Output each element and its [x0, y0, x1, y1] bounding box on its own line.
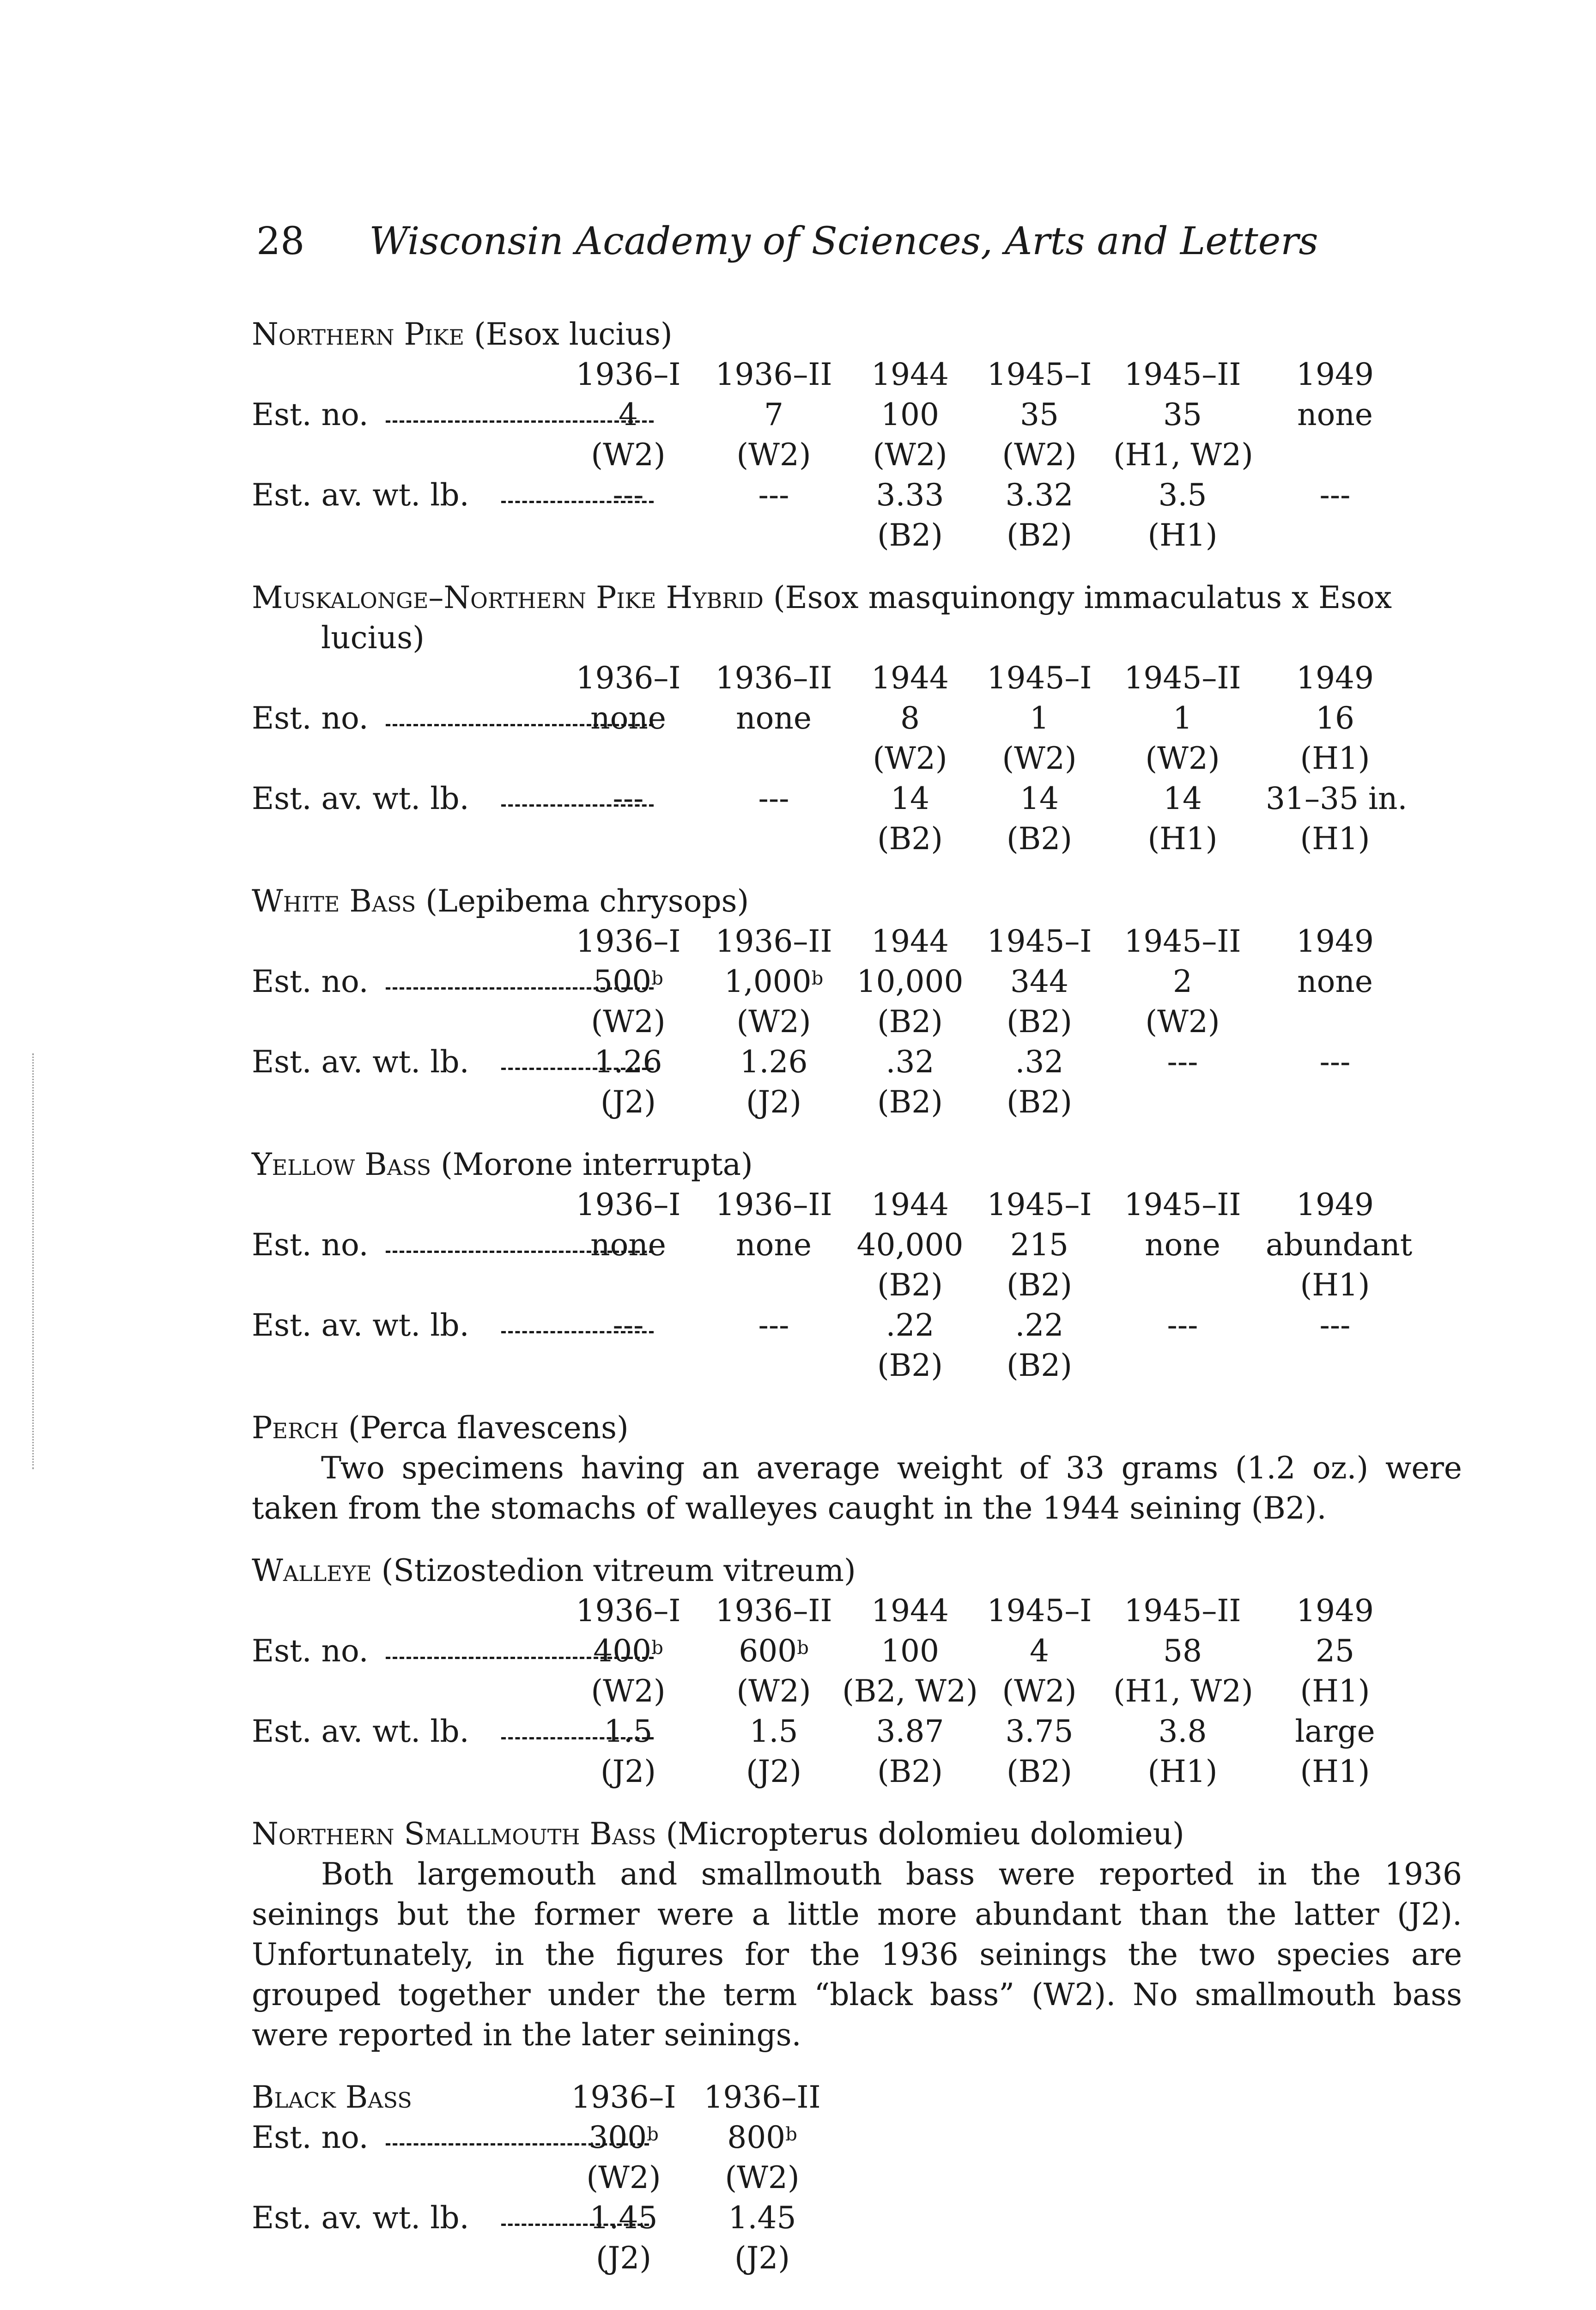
table-cell: (B2) — [877, 517, 943, 553]
column-header: 1945–II — [1124, 660, 1241, 696]
table-row — [252, 778, 1462, 819]
column-header: 1944 — [871, 1187, 949, 1222]
section-title — [252, 881, 1462, 921]
row-label: Est. av. wt. lb. — [252, 477, 469, 513]
table-cell: 215 — [1010, 1227, 1068, 1263]
row-label: Est. no. — [252, 1227, 369, 1263]
table-row — [252, 2238, 1462, 2278]
table-cell: (W2) — [591, 1004, 666, 1040]
table-cell: none — [1145, 1227, 1220, 1263]
table-cell: 800$^b$ — [727, 2120, 797, 2155]
table-row — [252, 1002, 1462, 1042]
table-cell: --- — [758, 781, 789, 816]
footnote-mark: b — [811, 968, 824, 989]
species-name: Yellow Bass — [252, 1147, 431, 1182]
column-header: 1944 — [871, 1593, 949, 1629]
data-table — [252, 921, 1462, 1122]
column-header-row — [252, 354, 1462, 395]
table-cell: (B2) — [1007, 821, 1072, 857]
table-cell: 31–35 in. — [1266, 781, 1408, 816]
species-name: Walleye — [252, 1553, 372, 1588]
table-row — [252, 2158, 1462, 2198]
table-cell: (J2) — [746, 1084, 801, 1120]
table-cell: --- — [1319, 477, 1351, 513]
species-name: Muskalonge–Northern Pike Hybrid — [252, 580, 764, 615]
table-cell: .32 — [1015, 1044, 1064, 1080]
column-header: 1944 — [871, 660, 949, 696]
footnote-mark: b — [651, 968, 663, 989]
paragraph — [252, 1854, 1462, 2055]
table-cell: large — [1295, 1714, 1375, 1749]
table-row — [252, 395, 1462, 435]
table-row — [252, 1711, 1462, 1751]
column-header: 1936–I — [576, 924, 681, 959]
table-cell: 100 — [881, 397, 939, 432]
footnote-mark: b — [797, 1637, 809, 1659]
column-header: 1949 — [1296, 924, 1374, 959]
table-cell: (B2, W2) — [842, 1673, 978, 1709]
row-label: Est. no. — [252, 700, 369, 736]
footnote-mark: b — [785, 2124, 797, 2145]
table-cell: 4 — [1030, 1633, 1049, 1669]
table-cell: 58 — [1163, 1633, 1202, 1669]
section-title — [252, 1144, 1462, 1185]
table-cell: (W2) — [736, 1004, 811, 1040]
table-cell: 1.26 — [594, 1044, 662, 1080]
page-number: 28 — [256, 219, 305, 263]
table-row — [252, 738, 1462, 778]
data-table — [252, 354, 1462, 555]
species-latin: (Lepibema chrysops) — [425, 883, 749, 919]
species-name: Northern Pike — [252, 316, 465, 352]
table-cell: (B2) — [877, 1004, 943, 1040]
row-label: Est. no. — [252, 2120, 369, 2155]
table-cell: none — [1297, 397, 1373, 432]
column-header-row — [252, 1591, 1462, 1631]
table-cell: 1.5 — [749, 1714, 798, 1749]
table-cell: 300$^b$ — [589, 2120, 659, 2155]
table-cell: (J2) — [601, 1754, 656, 1789]
row-label: Est. no. — [252, 397, 369, 432]
data-table — [252, 2077, 1462, 2278]
table-cell: none — [736, 700, 812, 736]
column-header: 1945–I — [987, 1593, 1092, 1629]
table-cell: --- — [1167, 1307, 1198, 1343]
section-title — [252, 1408, 1462, 1448]
section-perch — [252, 1408, 1462, 1528]
table-cell: (W2) — [873, 437, 947, 473]
column-header: 1936–II — [715, 357, 832, 392]
table-row — [252, 1225, 1462, 1265]
table-cell: none — [1297, 964, 1373, 999]
table-cell: (B2) — [877, 1267, 943, 1303]
table-cell: (W2) — [591, 437, 666, 473]
table-cell: 14 — [1020, 781, 1059, 816]
table-cell: (H1) — [1300, 1754, 1370, 1789]
section-title — [252, 578, 1462, 658]
section-yellow-bass — [252, 1144, 1462, 1386]
column-header: 1944 — [871, 357, 949, 392]
table-cell: --- — [1319, 1044, 1351, 1080]
table-cell: 40,000 — [856, 1227, 964, 1263]
species-latin: (Esox masquinongy immaculatus x Esox lucius) — [321, 580, 1392, 656]
table-cell: (W2) — [736, 437, 811, 473]
table-cell: 7 — [764, 397, 783, 432]
column-header-row — [252, 1185, 1462, 1225]
table-row — [252, 1345, 1462, 1386]
column-header-row — [252, 658, 1462, 698]
table-cell: 14 — [891, 781, 929, 816]
table-cell: 100 — [881, 1633, 939, 1669]
table-cell: (B2) — [1007, 1754, 1072, 1789]
table-cell: --- — [1167, 1044, 1198, 1080]
column-header: 1949 — [1296, 660, 1374, 696]
column-header: 1945–II — [1124, 924, 1241, 959]
table-cell: 2 — [1173, 964, 1192, 999]
table-row — [252, 1305, 1462, 1345]
table-cell: none — [590, 700, 666, 736]
table-cell: 1 — [1030, 700, 1049, 736]
section-title — [252, 314, 1462, 354]
column-header: 1936–II — [715, 660, 832, 696]
table-row — [252, 515, 1462, 555]
species-latin: (Esox lucius) — [474, 316, 673, 352]
table-cell: (H1) — [1147, 821, 1218, 857]
table-row — [252, 698, 1462, 738]
table-row — [252, 1042, 1462, 1082]
table-cell: (W2) — [736, 1673, 811, 1709]
table-cell: 3.5 — [1158, 477, 1207, 513]
table-cell: 25 — [1316, 1633, 1354, 1669]
species-latin: (Micropterus dolomieu dolomieu) — [666, 1816, 1184, 1852]
table-row — [252, 1751, 1462, 1792]
table-cell: --- — [613, 477, 644, 513]
footnote-mark: b — [647, 2124, 659, 2145]
column-header: 1936–I — [571, 2079, 676, 2115]
section-title — [252, 1550, 1462, 1591]
table-row — [252, 1082, 1462, 1122]
column-header: 1949 — [1296, 357, 1374, 392]
table-cell: 344 — [1010, 964, 1068, 999]
column-header: 1945–II — [1124, 1187, 1241, 1222]
species-name: White Bass — [252, 883, 416, 919]
table-cell: 14 — [1163, 781, 1202, 816]
column-header: 1945–I — [987, 1187, 1092, 1222]
column-header: 1945–I — [987, 357, 1092, 392]
table-cell: 8 — [900, 700, 920, 736]
section-title — [252, 1814, 1462, 1854]
table-cell: 35 — [1020, 397, 1059, 432]
paragraph — [252, 1448, 1462, 1528]
table-cell: abundant — [1266, 1227, 1413, 1263]
table-cell: (J2) — [746, 1754, 801, 1789]
table-cell: 3.8 — [1158, 1714, 1207, 1749]
table-cell: 1.45 — [589, 2200, 658, 2236]
table-row — [252, 1631, 1462, 1671]
column-header: 1936–II — [715, 1593, 832, 1629]
table-row — [252, 1671, 1462, 1711]
page-body — [252, 314, 1462, 2300]
data-table — [252, 1185, 1462, 1386]
species-name: Black Bass — [252, 2079, 412, 2115]
column-header: 1936–I — [576, 1593, 681, 1629]
table-cell: none — [590, 1227, 666, 1263]
table-cell: (J2) — [601, 1084, 656, 1120]
scan-margin-marks — [32, 1053, 38, 1469]
table-cell: (W2) — [1002, 741, 1077, 776]
table-cell: (B2) — [1007, 1267, 1072, 1303]
column-header: 1936–I — [576, 660, 681, 696]
table-row — [252, 819, 1462, 859]
column-header: 1936–II — [715, 924, 832, 959]
table-cell: (W2) — [591, 1673, 666, 1709]
table-cell: (B2) — [877, 821, 943, 857]
column-header-row — [252, 2077, 1462, 2117]
column-header-row — [252, 921, 1462, 961]
table-cell: --- — [613, 1307, 644, 1343]
table-cell: 1.5 — [604, 1714, 653, 1749]
table-row — [252, 1265, 1462, 1305]
column-header: 1945–I — [987, 660, 1092, 696]
table-cell: 3.33 — [876, 477, 944, 513]
table-cell: (B2) — [1007, 517, 1072, 553]
table-cell: (W2) — [1002, 437, 1077, 473]
species-latin: (Perca flavescens) — [348, 1410, 629, 1446]
table-row — [252, 435, 1462, 475]
journal-title: Wisconsin Academy of Sciences, Arts and Letters — [369, 219, 1318, 263]
row-label: Est. av. wt. lb. — [252, 1044, 469, 1080]
table-cell: 4 — [619, 397, 638, 432]
table-cell: (H1, W2) — [1113, 1673, 1253, 1709]
row-label: Est. av. wt. lb. — [252, 1307, 469, 1343]
table-cell: --- — [613, 781, 644, 816]
table-cell: 600$^b$ — [739, 1633, 809, 1669]
species-latin: (Stizostedion vitreum vitreum) — [381, 1553, 856, 1588]
data-table — [252, 658, 1462, 859]
table-cell: (W2) — [1145, 1004, 1220, 1040]
table-cell: 1 — [1173, 700, 1192, 736]
table-row — [252, 2198, 1462, 2238]
table-cell: 1,000$^b$ — [724, 964, 824, 999]
table-cell: 35 — [1163, 397, 1202, 432]
table-cell: (W2) — [1145, 741, 1220, 776]
table-cell: (H1) — [1147, 1754, 1218, 1789]
column-header: 1945–II — [1124, 357, 1241, 392]
table-cell: 3.32 — [1005, 477, 1074, 513]
table-cell: 10,000 — [856, 964, 964, 999]
paragraph-text: Two specimens having an average weight of 33 grams (1.2 oz.) were taken from the stomachs of walleyes caught in the 1944 seining (B2). — [252, 1450, 1462, 1526]
column-header: 1936–II — [715, 1187, 832, 1222]
column-header: 1936–II — [704, 2079, 821, 2115]
column-header: 1944 — [871, 924, 949, 959]
column-header: 1949 — [1296, 1593, 1374, 1629]
column-header: 1936–I — [576, 357, 681, 392]
data-table — [252, 1591, 1462, 1792]
row-label: Est. no. — [252, 1633, 369, 1669]
table-cell: --- — [1319, 1307, 1351, 1343]
table-cell: (B2) — [877, 1084, 943, 1120]
species-latin: (Morone interrupta) — [441, 1147, 753, 1182]
table-row — [252, 475, 1462, 515]
table-cell: (J2) — [734, 2240, 790, 2276]
row-label: Est. no. — [252, 964, 369, 999]
section-hybrid — [252, 578, 1462, 859]
footnote-mark: b — [651, 1637, 663, 1659]
table-cell: --- — [758, 477, 789, 513]
table-cell: (W2) — [725, 2160, 800, 2195]
table-cell: 1.45 — [728, 2200, 796, 2236]
table-cell: (B2) — [1007, 1004, 1072, 1040]
table-cell: (B2) — [1007, 1084, 1072, 1120]
section-northern-pike — [252, 314, 1462, 555]
species-name: Perch — [252, 1410, 339, 1446]
table-cell: (H1, W2) — [1113, 437, 1253, 473]
paragraph-text: Both largemouth and smallmouth bass were reported in the 1936 seinings but the former were a little more abundant than the latter (J2). Unfortunately, in the figures for the 1936 seinings the two species are grouped together under the term “black bass” (W2). No smallmouth bass were reported in the later seinings. — [252, 1856, 1462, 2053]
table-cell: .22 — [886, 1307, 935, 1343]
table-cell: (B2) — [877, 1348, 943, 1383]
row-label: Est. av. wt. lb. — [252, 1714, 469, 1749]
table-cell: (B2) — [877, 1754, 943, 1789]
species-name: Northern Smallmouth Bass — [252, 1816, 656, 1852]
section-walleye — [252, 1550, 1462, 1792]
column-header: 1945–I — [987, 924, 1092, 959]
table-cell: (H1) — [1300, 821, 1370, 857]
table-cell: (W2) — [873, 741, 947, 776]
table-cell: (H1) — [1300, 1673, 1370, 1709]
table-cell: --- — [758, 1307, 789, 1343]
table-cell: 1.26 — [740, 1044, 808, 1080]
table-cell: none — [736, 1227, 812, 1263]
page-header — [256, 219, 1318, 263]
table-cell: 16 — [1316, 700, 1354, 736]
column-header: 1945–II — [1124, 1593, 1241, 1629]
column-header: 1936–I — [576, 1187, 681, 1222]
row-label: Est. av. wt. lb. — [252, 2200, 469, 2236]
table-cell: 500$^b$ — [593, 964, 663, 999]
table-cell: .32 — [886, 1044, 935, 1080]
section-smallmouth-bass — [252, 1814, 1462, 2055]
table-row — [252, 961, 1462, 1002]
table-cell: .22 — [1015, 1307, 1064, 1343]
row-label: Est. av. wt. lb. — [252, 781, 469, 816]
table-cell: (B2) — [1007, 1348, 1072, 1383]
table-cell: (J2) — [596, 2240, 651, 2276]
table-cell: (W2) — [586, 2160, 661, 2195]
table-cell: (H1) — [1300, 1267, 1370, 1303]
table-cell: (W2) — [1002, 1673, 1077, 1709]
table-cell: (H1) — [1300, 741, 1370, 776]
column-header: 1949 — [1296, 1187, 1374, 1222]
section-white-bass — [252, 881, 1462, 1122]
table-cell: 3.87 — [876, 1714, 944, 1749]
section-black-bass — [252, 2077, 1462, 2278]
table-row — [252, 2117, 1462, 2158]
table-cell: 400$^b$ — [593, 1633, 663, 1669]
table-cell: (H1) — [1147, 517, 1218, 553]
table-cell: 3.75 — [1005, 1714, 1074, 1749]
